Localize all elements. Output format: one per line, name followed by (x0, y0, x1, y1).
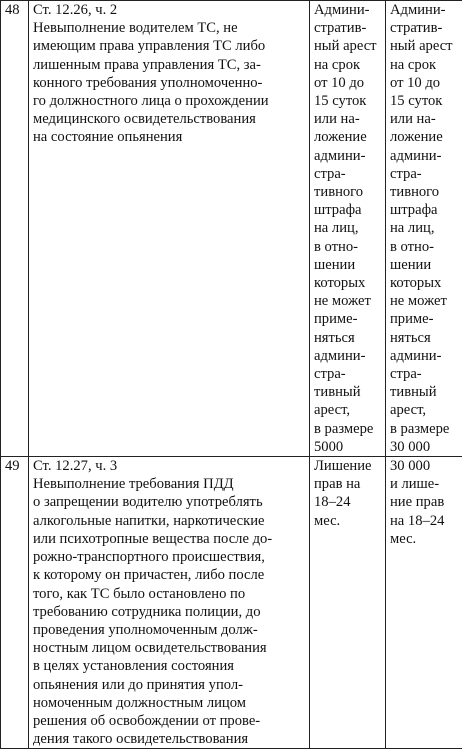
penalty-new: Админи- стратив- ный арест на срок от 10 до 15 суток или на- ложение админи- стра- тивного штрафа на лиц, в отно- шении которых не может приме- няться админи- стра- тивный арест, в размере 30 000 (390, 1, 459, 456)
article-reference: Ст. 12.27, ч. 3 (33, 457, 306, 475)
offense-description: Невыполнение водителем ТС, не имеющим права управления ТС либо лишенным права управления ТС, за- конного требования уполномоченно- го должностного лица о прохождении медицинского освидетельствования на состояние опьянения (33, 19, 306, 146)
penalty-new: 30 000 и лише- ние прав на 18–24 мес. (390, 457, 459, 548)
penalty-new-cell (386, 457, 462, 749)
offense-cell (29, 1, 310, 457)
row-number-cell (1, 1, 29, 457)
row-number: 48 (5, 1, 25, 19)
penalty-old-cell (310, 457, 386, 749)
table-row (1, 1, 462, 457)
penalty-new-cell (386, 1, 462, 457)
table-row (1, 457, 462, 749)
offense-description: Невыполнение требования ПДД о запрещении водителю употреблять алкогольные напитки, наркотические или психотропные вещества после до- рожно-транспортного происшествия, к которому он причастен, либо после того, как ТС было остановлено по требованию сотрудника полиции, до проведения уполномоченным долж- ностным лицом освидетельствования в целях установления состояния опьянения или до принятия упол- номоченным должностным лицом решения об освобождении от прове- дения такого освидетельствования (33, 475, 306, 748)
penalty-old: Админи- стратив- ный арест на срок от 10 до 15 суток или на- ложение админи- стра- тивного штрафа на лиц, в отно- шении которых не может приме- няться админи- стра- тивный арест, в размере 5000 (314, 1, 382, 456)
row-number-cell (1, 457, 29, 749)
penalty-old: Лишение прав на 18–24 мес. (314, 457, 382, 530)
article-reference: Ст. 12.26, ч. 2 (33, 1, 306, 19)
offense-cell (29, 457, 310, 749)
row-number: 49 (5, 457, 25, 475)
penalty-old-cell (310, 1, 386, 457)
